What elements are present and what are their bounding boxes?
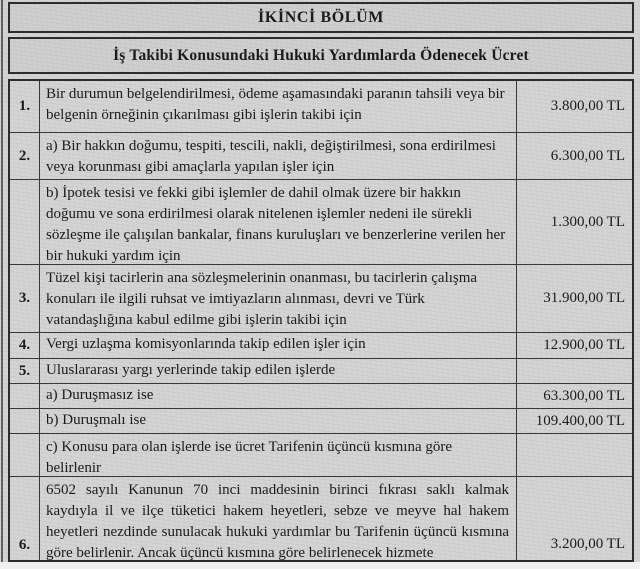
row-amount-cell: 1.300,00 TL [516, 180, 632, 264]
row-amount-cell: 31.900,00 TL [516, 265, 632, 332]
row-description-cell: Vergi uzlaşma komisyonlarında takip edilen işler için [46, 336, 366, 352]
table-row-6 [10, 476, 632, 562]
section-header-box [8, 2, 634, 33]
row-number-cell: 4. [10, 333, 40, 358]
row-description-cell: Tüzel kişi tacirlerin ana sözleşmelerinin onanması, bu tacirlerin çalışma konuları ile ilgili ruhsat ve imtiyazların alınması, devri ve Türk vatandaşlığına kabul edilme gibi işlerin takibi için [46, 270, 478, 328]
table-row-5c [10, 433, 632, 476]
scan-edge-artifact [1, 0, 3, 566]
row-description-cell: b) İpotek tesisi ve fekki gibi işlemler de dahil olmak üzere bir hakkın doğumu ve sona erdirilmesi olarak nitelenen işlemler nedeni ile sürekli sözleşme ile çalışılan bankalar, finans kuruluşları ve benzerlerine verilen her bir hukuki yardım için [46, 185, 506, 264]
row-amount-cell: 63.300,00 TL [516, 384, 632, 408]
row-number-cell [10, 409, 40, 433]
row-description-cell: a) Bir hakkın doğumu, tespiti, tescili, nakli, değiştirilmesi, sona erdirilmesi veya korunması gibi amaçlarla yapılan işler için [46, 138, 496, 175]
row-description-cell: Bir durumun belgelendirilmesi, ödeme aşamasındaki paranın tahsili veya bir belgenin örneğinin çıkarılması gibi işlerin takibi için [46, 86, 505, 123]
table-row-1 [10, 81, 632, 132]
row-description-cell: 6502 sayılı Kanunun 70 inci maddesinin birinci fıkrası saklı kalmak kaydıyla il ve ilçe tüketici hakem heyetleri, sebze ve meyve hal hakem heyetleri nezdinde sunulacak hukuki yardımlar bu Tarifenin üçüncü kısmına göre belirlenir. Ancak üçüncü kısmına göre belirlenecek hizmete [46, 482, 509, 561]
row-amount-cell [516, 434, 632, 476]
fee-table [8, 79, 634, 562]
table-row-5a [10, 383, 632, 408]
row-number-cell [10, 434, 40, 476]
table-row-5 [10, 358, 632, 383]
row-amount-cell: 6.300,00 TL [516, 133, 632, 179]
table-title: İş Takibi Konusundaki Hukuki Yardımlarda Ödenecek Ücret [113, 46, 529, 64]
table-row-5b [10, 408, 632, 433]
row-amount-cell: 3.800,00 TL [516, 81, 632, 132]
table-title-box [8, 37, 634, 74]
row-number-cell: 6. [10, 477, 40, 562]
row-description-cell: a) Duruşmasız ise [46, 387, 154, 403]
row-amount-cell: 109.400,00 TL [516, 409, 632, 433]
table-row-2b [10, 179, 632, 264]
row-number-cell [10, 180, 40, 264]
row-amount-cell: 12.900,00 TL [516, 333, 632, 358]
row-description-cell: Uluslararası yargı yerlerinde takip edilen işlerde [46, 362, 336, 378]
row-number-cell: 2. [10, 133, 40, 179]
row-description-cell: b) Duruşmalı ise [46, 412, 146, 428]
section-title: İKİNCİ BÖLÜM [258, 8, 384, 26]
row-description-cell: c) Konusu para olan işlerde ise ücret Tarifenin üçüncü kısmına göre belirlenir [46, 439, 453, 476]
row-amount-cell: 3.200,00 TL [516, 477, 632, 562]
row-number-cell: 5. [10, 359, 40, 383]
table-row-2a [10, 132, 632, 179]
page-bottom-margin [0, 562, 640, 569]
table-row-3 [10, 264, 632, 332]
table-row-4 [10, 332, 632, 358]
row-number-cell: 1. [10, 81, 40, 132]
row-amount-cell [516, 359, 632, 383]
row-number-cell: 3. [10, 265, 40, 332]
row-number-cell [10, 384, 40, 408]
